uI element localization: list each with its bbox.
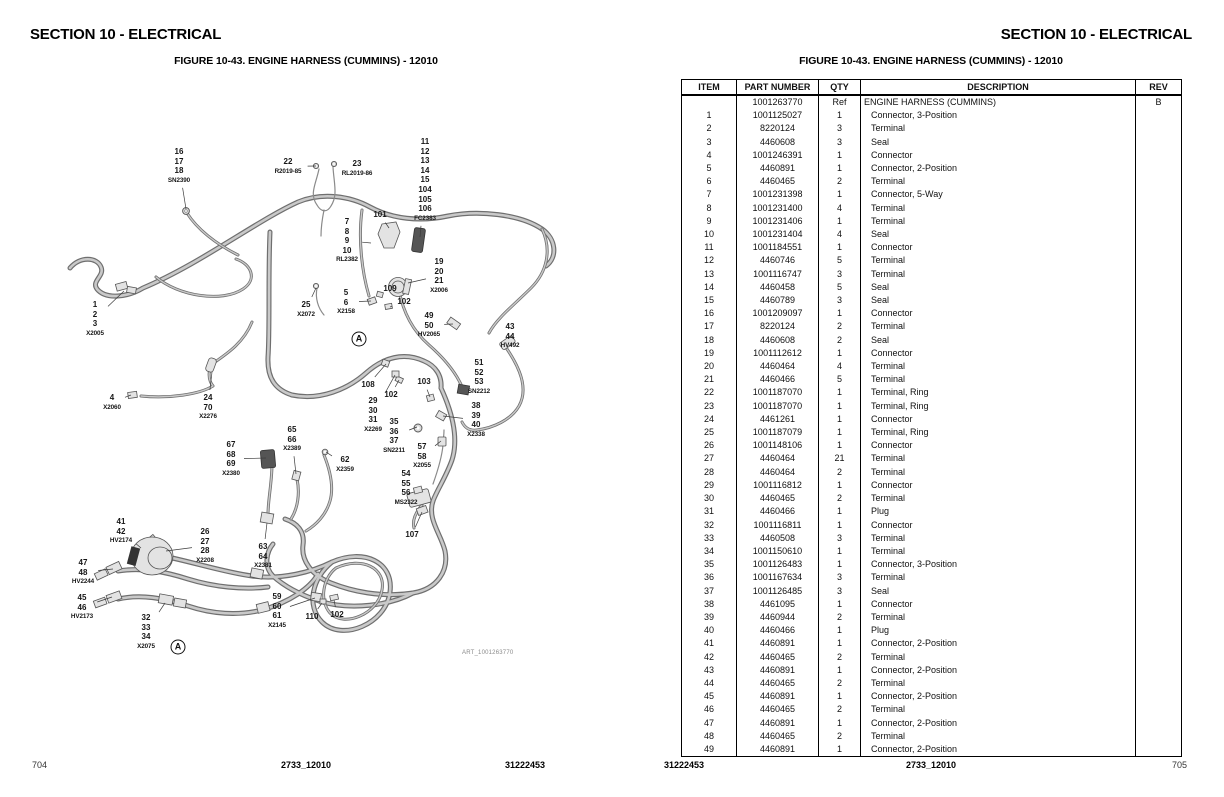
callout-label <box>196 527 214 565</box>
callout-item-number: 44 <box>501 332 520 342</box>
table-row: 1 1001125027 1 Connector, 3-Position <box>682 109 1182 122</box>
callout-item-number: 51 <box>468 358 490 368</box>
callout-item-number: 110 <box>306 612 319 622</box>
callout-connector-code: X2072 <box>297 311 315 319</box>
callout-connector-code: X2380 <box>222 470 240 478</box>
footer-doc-code-left: 2733_12010 <box>0 760 612 770</box>
column-header-description: DESCRIPTION <box>861 80 1136 96</box>
callout-item-number: 14 <box>414 166 436 176</box>
callout-item-number: 65 <box>283 425 301 435</box>
callout-item-number: 69 <box>222 459 240 469</box>
callout-item-number: 40 <box>467 420 485 430</box>
callout-label <box>418 311 440 339</box>
table-row: 6 4460465 2 Terminal <box>682 175 1182 188</box>
callout-item-number: 4 <box>103 393 121 403</box>
callout-item-number: 23 <box>342 159 373 169</box>
callout-label <box>342 159 373 178</box>
callout-connector-code: SN2212 <box>468 388 490 396</box>
callout-label <box>397 297 410 307</box>
callout-item-number: 67 <box>222 440 240 450</box>
callout-item-number: 20 <box>430 267 448 277</box>
callout-item-number: 28 <box>196 546 214 556</box>
table-row: 39 4460944 2 Terminal <box>682 611 1182 624</box>
callout-item-number: 8 <box>336 227 358 237</box>
callout-item-number: 34 <box>137 632 155 642</box>
callout-label <box>430 257 448 295</box>
table-header-row <box>682 80 1182 96</box>
callout-connector-code: SN2211 <box>383 447 405 455</box>
callout-connector-code: X2208 <box>196 557 214 565</box>
harness-artwork <box>0 0 612 792</box>
callout-item-number: 59 <box>268 592 286 602</box>
callout-label <box>297 300 315 319</box>
callout-item-number: 35 <box>383 417 405 427</box>
callout-label <box>254 542 272 570</box>
callout-label <box>283 425 301 453</box>
table-row: 38 4461095 1 Connector <box>682 598 1182 611</box>
callout-item-number: 60 <box>268 602 286 612</box>
callout-item-number: 68 <box>222 450 240 460</box>
callout-item-number: 53 <box>468 377 490 387</box>
callout-label <box>395 469 418 507</box>
callout-item-number: 58 <box>413 452 431 462</box>
table-row: 18 4460608 2 Seal <box>682 334 1182 347</box>
callout-label <box>336 455 354 474</box>
callout-label <box>383 417 405 455</box>
left-page <box>0 0 612 792</box>
callout-item-number: 9 <box>336 236 358 246</box>
callout-connector-code: X2158 <box>337 308 355 316</box>
callout-connector-code: X2276 <box>199 413 217 421</box>
callout-item-number: 41 <box>110 517 132 527</box>
callout-label <box>467 401 485 439</box>
table-row: 2 8220124 3 Terminal <box>682 122 1182 135</box>
table-row: 36 1001167634 3 Terminal <box>682 571 1182 584</box>
table-row: 12 4460746 5 Terminal <box>682 254 1182 267</box>
callout-item-number: 46 <box>71 603 93 613</box>
column-header-item: ITEM <box>682 80 737 96</box>
callout-item-number: 107 <box>405 530 418 540</box>
callout-item-number: 43 <box>501 322 520 332</box>
callout-connector-code: X2075 <box>137 643 155 651</box>
callout-label <box>373 210 386 220</box>
callout-item-number: 11 <box>414 137 436 147</box>
harness-diagram <box>0 0 612 792</box>
callout-item-number: 33 <box>137 623 155 633</box>
callout-item-number: 21 <box>430 276 448 286</box>
callout-label <box>110 517 132 545</box>
callout-item-number: 17 <box>168 157 190 167</box>
callout-connector-code: HV2173 <box>71 613 93 621</box>
table-row: 47 4460891 1 Connector, 2-Position <box>682 717 1182 730</box>
callout-item-number: 32 <box>137 613 155 623</box>
callout-connector-code: HV2244 <box>72 578 94 586</box>
callout-label <box>306 612 319 622</box>
callout-item-number: 30 <box>364 406 382 416</box>
table-row: 46 4460465 2 Terminal <box>682 703 1182 716</box>
callout-item-number: 61 <box>268 611 286 621</box>
table-row: 21 4460466 5 Terminal <box>682 373 1182 386</box>
callout-connector-code: HV492 <box>501 342 520 350</box>
callout-label <box>384 390 397 400</box>
page-number-right: 705 <box>1172 760 1187 770</box>
callout-item-number: 3 <box>86 319 104 329</box>
table-row: 5 4460891 1 Connector, 2-Position <box>682 162 1182 175</box>
callout-label <box>268 592 286 630</box>
callout-item-number: 47 <box>72 558 94 568</box>
table-row: 13 1001116747 3 Terminal <box>682 268 1182 281</box>
table-row: 34 1001150610 1 Terminal <box>682 545 1182 558</box>
callout-item-number: 27 <box>196 537 214 547</box>
callout-item-number: 103 <box>417 377 430 387</box>
callout-item-number: 5 <box>337 288 355 298</box>
callout-item-number: 24 <box>199 393 217 403</box>
callout-item-number: 13 <box>414 156 436 166</box>
callout-connector-code: X2145 <box>268 622 286 630</box>
table-row: 20 4460464 4 Terminal <box>682 360 1182 373</box>
callout-label <box>336 217 358 264</box>
parts-table-body <box>682 95 1182 757</box>
table-row: 41 4460891 1 Connector, 2-Position <box>682 637 1182 650</box>
callout-connector-code: MS2322 <box>395 499 418 507</box>
callout-connector-code: X2381 <box>254 562 272 570</box>
column-header-part-number: PART NUMBER <box>737 80 819 96</box>
callout-item-number: 42 <box>110 527 132 537</box>
callout-label <box>199 393 217 421</box>
callout-item-number: 25 <box>297 300 315 310</box>
callout-label <box>168 147 190 185</box>
table-row: 29 1001116812 1 Connector <box>682 479 1182 492</box>
callout-label <box>71 593 93 621</box>
table-row: 40 4460466 1 Plug <box>682 624 1182 637</box>
callout-item-number: 104 <box>414 185 436 195</box>
callout-item-number: 16 <box>168 147 190 157</box>
callout-item-number: 2 <box>86 310 104 320</box>
table-row: 32 1001116811 1 Connector <box>682 519 1182 532</box>
table-row: 42 4460465 2 Terminal <box>682 651 1182 664</box>
table-row: 4 1001246391 1 Connector <box>682 149 1182 162</box>
table-row: 23 1001187070 1 Terminal, Ring <box>682 400 1182 413</box>
table-row: 16 1001209097 1 Connector <box>682 307 1182 320</box>
callout-connector-code: X2005 <box>86 330 104 338</box>
callout-connector-code: HV2174 <box>110 537 132 545</box>
callout-connector-code: X2338 <box>467 431 485 439</box>
callout-connector-code: RL2019-86 <box>342 170 373 178</box>
art-number: ART_1001263770 <box>462 650 513 656</box>
callout-connector-code: RL2382 <box>336 256 358 264</box>
callout-item-number: 37 <box>383 436 405 446</box>
callout-item-number: 66 <box>283 435 301 445</box>
callout-label <box>275 157 302 176</box>
callout-item-number: 102 <box>397 297 410 307</box>
table-row: 27 4460464 21 Terminal <box>682 452 1182 465</box>
table-row: 43 4460891 1 Connector, 2-Position <box>682 664 1182 677</box>
callout-item-number: 56 <box>395 488 418 498</box>
table-row: 22 1001187070 1 Terminal, Ring <box>682 386 1182 399</box>
callout-label <box>361 380 374 390</box>
callout-connector-code: X2006 <box>430 287 448 295</box>
table-row: 11 1001184551 1 Connector <box>682 241 1182 254</box>
table-row: 30 4460465 2 Terminal <box>682 492 1182 505</box>
table-row: 7 1001231398 1 Connector, 5-Way <box>682 188 1182 201</box>
callout-item-number: 102 <box>384 390 397 400</box>
table-row: 26 1001148106 1 Connector <box>682 439 1182 452</box>
callout-connector-code: FC2383 <box>414 215 436 223</box>
table-row: 33 4460508 3 Terminal <box>682 532 1182 545</box>
callout-item-number: 19 <box>430 257 448 267</box>
callout-item-number: 62 <box>336 455 354 465</box>
callout-item-number: 45 <box>71 593 93 603</box>
callout-item-number: 105 <box>414 195 436 205</box>
callout-item-number: 70 <box>199 403 217 413</box>
column-header-qty: QTY <box>819 80 861 96</box>
table-row: 8 1001231400 4 Terminal <box>682 202 1182 215</box>
footer-manual-number-left: 31222453 <box>505 760 545 770</box>
callout-label <box>383 284 396 294</box>
footer-doc-code-right: 2733_12010 <box>681 760 1181 770</box>
table-row: 15 4460789 3 Seal <box>682 294 1182 307</box>
callout-label <box>222 440 240 478</box>
callout-connector-code: R2019-85 <box>275 168 302 176</box>
callout-item-number: 101 <box>373 210 386 220</box>
callout-item-number: 54 <box>395 469 418 479</box>
callout-item-number: 106 <box>414 204 436 214</box>
callout-item-number: 57 <box>413 442 431 452</box>
table-row: 1001263770 Ref ENGINE HARNESS (CUMMINS) B <box>682 95 1182 109</box>
table-row: 35 1001126483 1 Connector, 3-Position <box>682 558 1182 571</box>
parts-table <box>681 79 1182 757</box>
callout-item-number: 31 <box>364 415 382 425</box>
figure-title-right: FIGURE 10-43. ENGINE HARNESS (CUMMINS) - 12010 <box>681 55 1181 67</box>
callout-item-number: 49 <box>418 311 440 321</box>
callout-label <box>103 393 121 412</box>
callout-item-number: 22 <box>275 157 302 167</box>
table-row: 28 4460464 2 Terminal <box>682 466 1182 479</box>
callout-connector-code: X2055 <box>413 462 431 470</box>
callout-item-number: 38 <box>467 401 485 411</box>
callout-connector-code: X2269 <box>364 426 382 434</box>
table-row: 45 4460891 1 Connector, 2-Position <box>682 690 1182 703</box>
figure-title-left: FIGURE 10-43. ENGINE HARNESS (CUMMINS) - 12010 <box>0 55 612 67</box>
detail-marker: A <box>352 332 367 347</box>
callout-label <box>413 442 431 470</box>
callout-label <box>137 613 155 651</box>
callout-connector-code: X2359 <box>336 466 354 474</box>
callout-item-number: 64 <box>254 552 272 562</box>
callout-item-number: 18 <box>168 166 190 176</box>
callout-label <box>417 377 430 387</box>
callout-label <box>330 610 343 620</box>
right-page <box>612 0 1224 792</box>
callout-item-number: 26 <box>196 527 214 537</box>
table-row: 48 4460465 2 Terminal <box>682 730 1182 743</box>
table-row: 31 4460466 1 Plug <box>682 505 1182 518</box>
table-row: 9 1001231406 1 Terminal <box>682 215 1182 228</box>
callout-label <box>86 300 104 338</box>
callout-item-number: 48 <box>72 568 94 578</box>
callout-label <box>468 358 490 396</box>
callout-item-number: 63 <box>254 542 272 552</box>
callout-label <box>501 322 520 350</box>
section-header-right: SECTION 10 - ELECTRICAL <box>1001 26 1192 43</box>
callout-item-number: 29 <box>364 396 382 406</box>
callout-label <box>405 530 418 540</box>
callout-item-number: 6 <box>337 298 355 308</box>
table-row: 3 4460608 3 Seal <box>682 136 1182 149</box>
callout-item-number: 12 <box>414 147 436 157</box>
footer-manual-number-right: 31222453 <box>664 760 704 770</box>
detail-marker: A <box>171 640 186 655</box>
table-row: 19 1001112612 1 Connector <box>682 347 1182 360</box>
column-header-rev: REV <box>1136 80 1182 96</box>
section-header-left: SECTION 10 - ELECTRICAL <box>30 26 221 43</box>
table-row: 49 4460891 1 Connector, 2-Position <box>682 743 1182 757</box>
callout-item-number: 15 <box>414 175 436 185</box>
callout-item-number: 55 <box>395 479 418 489</box>
table-row: 14 4460458 5 Seal <box>682 281 1182 294</box>
callout-item-number: 36 <box>383 427 405 437</box>
callout-label <box>337 288 355 316</box>
callout-item-number: 10 <box>336 246 358 256</box>
table-row: 37 1001126485 3 Seal <box>682 585 1182 598</box>
table-row: 24 4461261 1 Connector <box>682 413 1182 426</box>
page-number-left: 704 <box>32 760 47 770</box>
callout-item-number: 108 <box>361 380 374 390</box>
callout-connector-code: X2060 <box>103 404 121 412</box>
callout-item-number: 50 <box>418 321 440 331</box>
callout-item-number: 109 <box>383 284 396 294</box>
callout-item-number: 102 <box>330 610 343 620</box>
callout-item-number: 1 <box>86 300 104 310</box>
callout-item-number: 7 <box>336 217 358 227</box>
callout-label <box>72 558 94 586</box>
table-row: 25 1001187079 1 Terminal, Ring <box>682 426 1182 439</box>
table-row: 17 8220124 2 Terminal <box>682 320 1182 333</box>
table-row: 10 1001231404 4 Seal <box>682 228 1182 241</box>
callout-connector-code: X2389 <box>283 445 301 453</box>
callout-item-number: 52 <box>468 368 490 378</box>
callout-connector-code: HV2065 <box>418 331 440 339</box>
callout-item-number: 39 <box>467 411 485 421</box>
callout-label <box>364 396 382 434</box>
callout-connector-code: SN2390 <box>168 177 190 185</box>
callout-label <box>414 137 436 223</box>
table-row: 44 4460465 2 Terminal <box>682 677 1182 690</box>
